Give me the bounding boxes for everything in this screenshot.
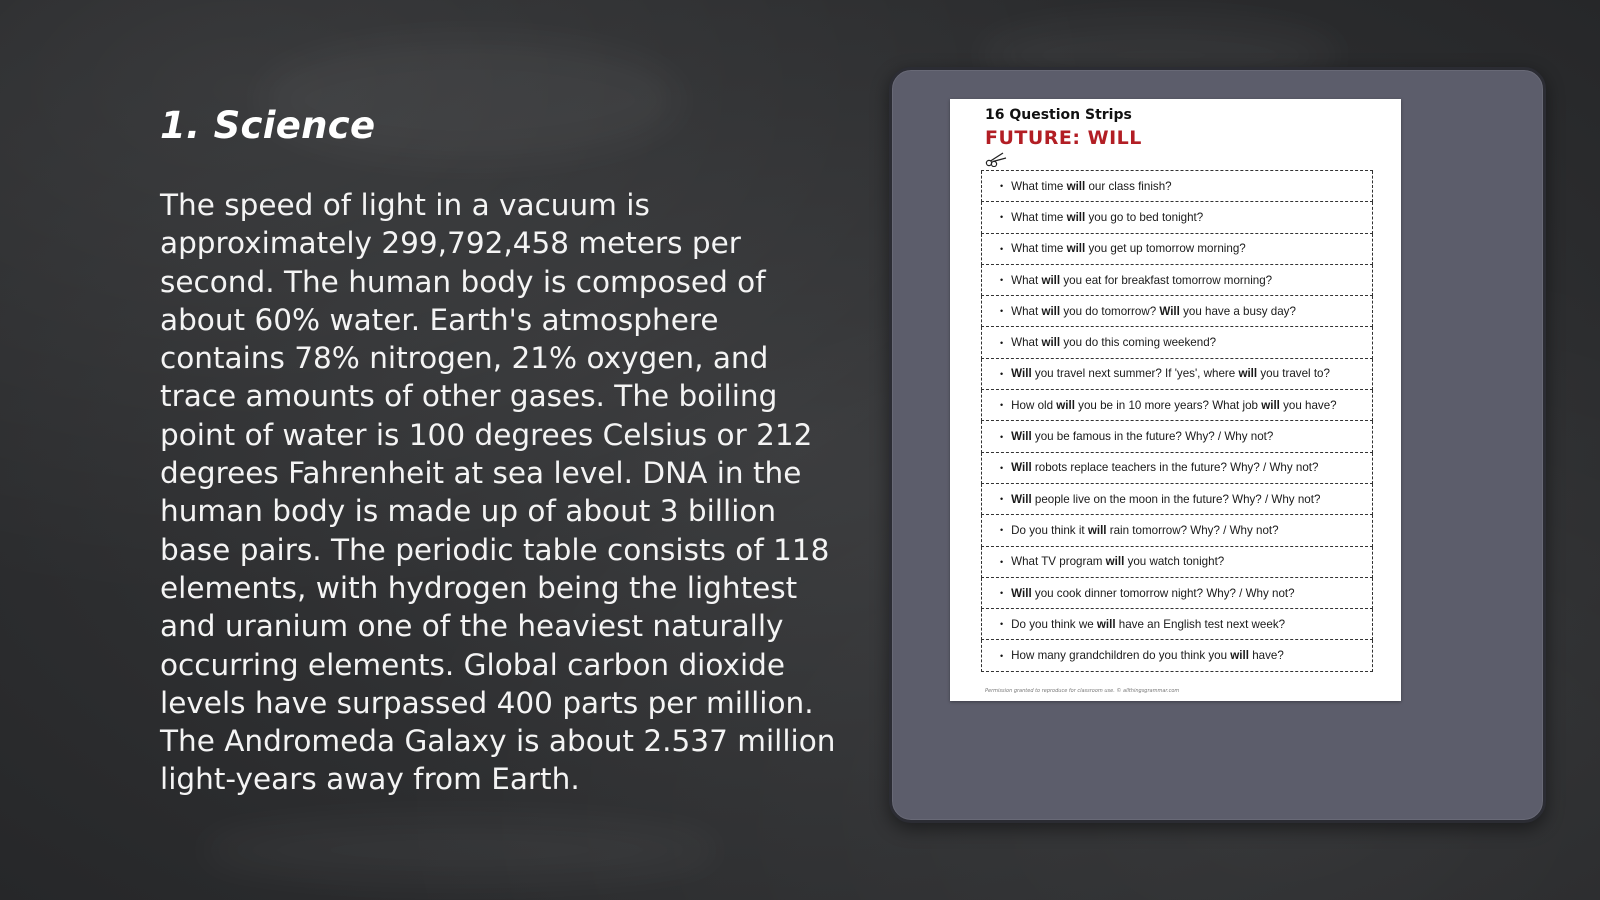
question-text: Will robots replace teachers in the future? Why? / Why not? (1011, 461, 1319, 475)
question-strip (981, 547, 1373, 578)
question-strip (981, 484, 1373, 515)
question-strip (981, 265, 1373, 296)
worksheet-footer: Permission granted to reproduce for classroom use. © allthingsgrammar.com (985, 688, 1180, 694)
question-text: How old will you be in 10 more years? What job will you have? (1011, 398, 1337, 412)
question-text: Do you think it will rain tomorrow? Why? / Why not? (1011, 523, 1279, 537)
question-strip (981, 359, 1373, 390)
question-strip (981, 640, 1373, 671)
question-text: What will you do tomorrow? Will you have a busy day? (1011, 304, 1296, 318)
bullet-icon: • (1000, 431, 1004, 442)
question-strip (981, 234, 1373, 265)
question-strip (981, 578, 1373, 609)
question-strip (981, 202, 1373, 233)
question-strip (981, 421, 1373, 452)
question-text: Do you think we will have an English test next week? (1011, 617, 1286, 631)
question-text: What time will you go to bed tonight? (1011, 210, 1204, 224)
bullet-icon: • (1000, 400, 1004, 411)
bullet-icon: • (1000, 243, 1004, 254)
question-text: What time will you get up tomorrow morning? (1011, 242, 1246, 256)
question-text: What time will our class finish? (1011, 179, 1172, 193)
bullet-icon: • (1000, 588, 1004, 598)
question-text: Will you travel next summer? If 'yes', where will you travel to? (1011, 367, 1330, 381)
question-strip (981, 515, 1373, 546)
question-strip (981, 453, 1373, 484)
question-text: What TV program will you watch tonight? (1011, 555, 1225, 569)
bullet-icon: • (1000, 275, 1004, 286)
question-text: Will you cook dinner tomorrow night? Why? / Why not? (1011, 586, 1295, 600)
worksheet-title: FUTURE: WILL (985, 127, 1142, 149)
worksheet-image (950, 99, 1401, 701)
bullet-icon: • (1000, 337, 1004, 348)
bullet-icon: • (1000, 181, 1004, 192)
question-strip (981, 609, 1373, 640)
bullet-icon: • (1000, 306, 1004, 317)
question-text: What will you eat for breakfast tomorrow morning? (1011, 273, 1273, 287)
bullet-icon: • (1000, 212, 1004, 223)
scissors-icon (985, 151, 1007, 167)
question-strip (981, 327, 1373, 358)
chalk-smudge (200, 820, 720, 880)
question-strip (981, 296, 1373, 327)
slide-heading: 1. Science (160, 104, 376, 147)
bullet-icon: • (1000, 368, 1004, 379)
worksheet-subtitle: 16 Question Strips (985, 107, 1132, 123)
bullet-icon: • (1000, 494, 1004, 505)
question-strip (981, 390, 1373, 421)
slide-body-text: The speed of light in a vacuum is approximately 299,792,458 meters per second. The human body is composed of about 60% water. Earth's atmosphere contains 78% nitrogen, 21% oxygen, and trace amounts of other gases. The boiling point of water is 100 degrees Celsius or 212 degrees Fahrenheit at sea level. DNA in the human body is made up of about 3 billion base pairs. The periodic table consists of 118 elements, with hydrogen being the lightest and uranium one of the heaviest naturally occurring elements. Global carbon dioxide levels have surpassed 400 parts per million. The Andromeda Galaxy is about 2.537 million light-years away from Earth. (160, 188, 836, 797)
question-text: How many grandchildren do you think you will have? (1011, 649, 1284, 663)
bullet-icon: • (1000, 619, 1004, 630)
bullet-icon: • (1000, 650, 1004, 661)
question-text: What will you do this coming weekend? (1011, 336, 1217, 350)
question-strip (981, 171, 1373, 202)
question-text: Will people live on the moon in the future? Why? / Why not? (1011, 492, 1321, 506)
question-strip-list (981, 170, 1373, 672)
question-text: Will you be famous in the future? Why? / Why not? (1011, 430, 1274, 444)
bullet-icon: • (1000, 525, 1004, 536)
bullet-icon: • (1000, 462, 1004, 473)
bullet-icon: • (1000, 556, 1004, 567)
